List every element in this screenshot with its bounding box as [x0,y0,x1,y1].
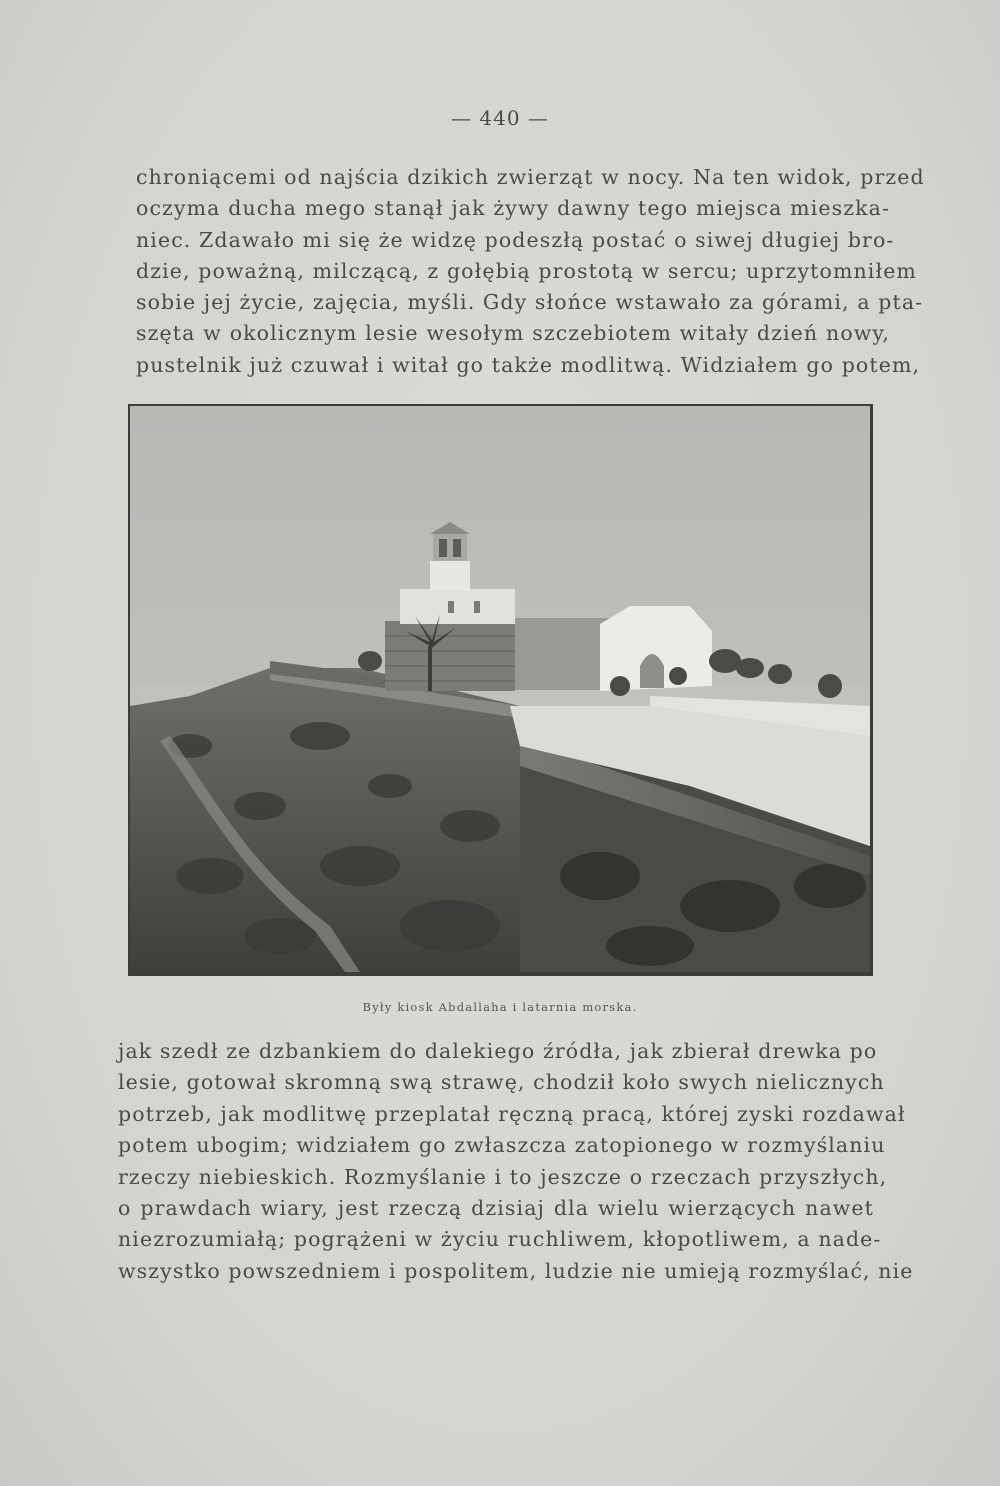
page-number: — 440 — [451,106,549,130]
text-line: sobie jej życie, zajęcia, myśli. Gdy słońce wstawało za górami, a pta- [136,290,924,315]
text-line: szęta w okolicznym lesie wesołym szczebiotem witały dzień nowy, [136,321,890,346]
text-line: lesie, gotował skromną swą strawę, chodził koło swych nielicznych [118,1070,885,1095]
paragraph-top [136,162,925,381]
photo-illustration [130,406,870,972]
text-line: potem ubogim; widziałem go zwłaszcza zatopionego w rozmyślaniu [118,1133,886,1158]
text-line: o prawdach wiary, jest rzeczą dzisiaj dla wielu wierzących nawet [118,1196,874,1221]
text-line: potrzeb, jak modlitwę przeplatał ręczną pracą, której zyski rozdawał [118,1101,906,1126]
text-line: jak szedł ze dzbankiem do dalekiego źródła, jak zbierał drewka po [118,1039,878,1063]
figure-caption: Były kiosk Abdallaha i latarnia morska. [362,1000,638,1014]
text-line: chroniącemi od najścia dzikich zwierząt w nocy. Na ten widok, przed [136,165,925,189]
text-line: rzeczy niebieskich. Rozmyślanie i to jeszcze o rzeczach przyszłych, [118,1164,888,1189]
text-line: niezrozumiałą; pogrążeni w życiu ruchliwem, kłopotliwem, a nade- [118,1227,882,1252]
text-line: wszystko powszedniem i pospolitem, ludzie nie umieją rozmyślać, nie [118,1258,914,1283]
text-line: dzie, poważną, milczącą, z gołębią prostotą w sercu; uprzytomniłem [136,258,917,283]
text-line: pustelnik już czuwał i witał go także modlitwą. Widziałem go potem, [136,352,921,377]
lighthouse-photograph [128,404,873,976]
paragraph-bottom [118,1036,914,1287]
text-line: niec. Zdawało mi się że widzę podeszłą postać o siwej długiej bro- [136,227,895,252]
text-line: oczyma ducha mego stanął jak żywy dawny tego miejsca mieszka- [136,196,890,221]
